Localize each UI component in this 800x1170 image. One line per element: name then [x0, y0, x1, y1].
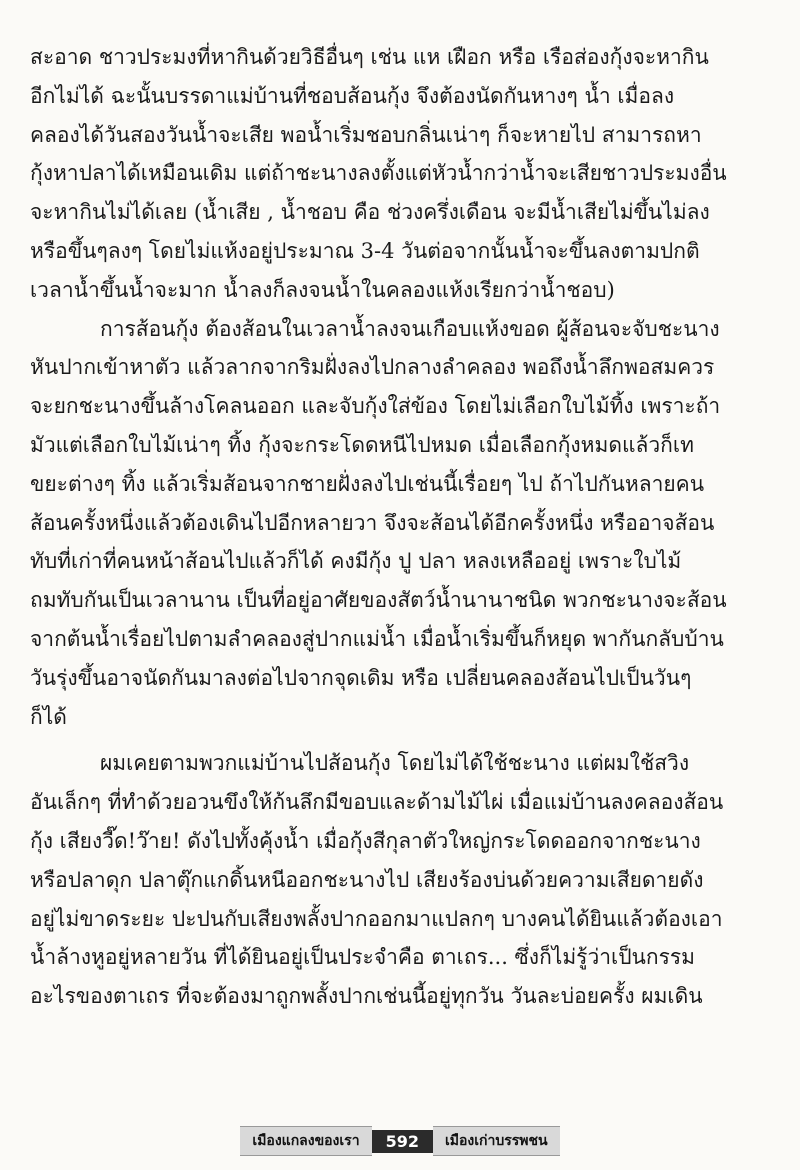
text-line: จากต้นน้ำเรื่อยไปตามลำคลองสู่ปากแม่น้ำ เมื่อน้ำเริ่มขึ้นก็หยุด พากันกลับบ้าน — [30, 626, 724, 651]
text-line: หันปากเข้าหาตัว แล้วลากจากริมฝั่งลงไปกลางลำคลอง พอถึงน้ำลึกพอสมควร — [30, 355, 715, 380]
text-line: อีกไม่ได้ ฉะนั้นบรรดาแม่บ้านที่ชอบส้อนกุ้ง จึงต้องนัดกันหางๆ น้ำ เมื่อลง — [30, 83, 675, 108]
text-line: ถมทับกันเป็นเวลานาน เป็นที่อยู่อาศัยของสัตว์น้ำนานาชนิด พวกชะนางจะส้อน — [30, 588, 727, 613]
text-line: จะยกชะนางขึ้นล้างโคลนออก และจับกุ้งใส่ข้อง โดยไม่เลือกใบไม้ทิ้ง เพราะถ้า — [30, 394, 721, 419]
paragraph-2 — [30, 310, 772, 737]
text-line: เวลาน้ำขึ้นน้ำจะมาก น้ำลงก็ลงจนน้ำในคลองแห้งเรียกว่าน้ำชอบ) — [30, 277, 615, 302]
page-number: 592 — [372, 1130, 433, 1153]
text-line: ขยะต่างๆ ทิ้ง แล้วเริ่มส้อนจากชายฝั่งลงไปเช่นนี้เรื่อยๆ ไป ถ้าไปกันหลายคน — [30, 471, 705, 496]
body-text — [30, 38, 772, 1016]
text-line: ก็ได้ — [30, 704, 67, 729]
text-line: ส้อนครั้งหนึ่งแล้วต้องเดินไปอีกหลายวา จึงจะส้อนได้อีกครั้งหนึ่ง หรืออาจส้อน — [30, 510, 715, 535]
text-line: หรือปลาดุก ปลาตุ๊กแกดิ้นหนีออกชะนางไป เสียงร้องบ่นด้วยความเสียดายดัง — [30, 867, 704, 892]
text-line: อะไรของตาเถร ที่จะต้องมาถูกพลั้งปากเช่นนี้อยู่ทุกวัน วันละบ่อยครั้ง ผมเดิน — [30, 984, 703, 1009]
text-line: สะอาด ชาวประมงที่หากินด้วยวิธีอื่นๆ เช่น แห เฝือก หรือ เรือส่องกุ้งจะหากิน — [30, 45, 709, 69]
footer-right-label: เมืองเก่าบรรพชน — [433, 1126, 560, 1156]
page-footer — [0, 1126, 800, 1156]
text-line: มัวแต่เลือกใบไม้เน่าๆ ทิ้ง กุ้งจะกระโดดหนีไปหมด เมื่อเลือกกุ้งหมดแล้วก็เท — [30, 432, 694, 457]
text-line: วันรุ่งขึ้นอาจนัดกันมาลงต่อไปจากจุดเดิม หรือ เปลี่ยนคลองส้อนไปเป็นวันๆ — [30, 665, 692, 690]
text-line: ทับที่เก่าที่คนหน้าส้อนไปแล้วก็ได้ คงมีกุ้ง ปู ปลา หลงเหลืออยู่ เพราะใบไม้ — [30, 549, 682, 574]
text-line: กุ้ง เสียงวี๊ด!ว๊าย! ดังไปทั้งคุ้งน้ำ เมื่อกุ้งสีกุลาตัวใหญ่กระโดดออกจากชะนาง — [30, 828, 701, 853]
text-line: หรือขึ้นๆลงๆ โดยไม่แห้งอยู่ประมาณ 3-4 วันต่อจากนั้นน้ำจะขึ้นลงตามปกติ — [30, 238, 700, 263]
text-line: อันเล็กๆ ที่ทำด้วยอวนขึงให้ก้นลึกมีขอบและด้ามไม้ไผ่ เมื่อแม่บ้านลงคลองส้อน — [30, 790, 724, 815]
paragraph-1 — [30, 38, 772, 310]
text-line: อยู่ไม่ขาดระยะ ปะปนกับเสียงพลั้งปากออกมาแปลกๆ บางคนได้ยินแล้วต้องเอา — [30, 906, 723, 931]
text-line: การส้อนกุ้ง ต้องส้อนในเวลาน้ำลงจนเกือบแห้งขอด ผู้ส้อนจะจับชะนาง — [100, 316, 720, 341]
text-line: จะหากินไม่ได้เลย (น้ำเสีย , น้ำชอบ คือ ช่วงครึ่งเดือน จะมีน้ำเสียไม่ขึ้นไม่ลง — [30, 200, 710, 225]
text-line: คลองได้วันสองวันน้ำจะเสีย พอน้ำเริ่มชอบกลิ่นเน่าๆ ก็จะหายไป สามารถหา — [30, 122, 702, 147]
text-line: น้ำล้างหูอยู่หลายวัน ที่ได้ยินอยู่เป็นประจำคือ ตาเถร... ซึ่งก็ไม่รู้ว่าเป็นกรรม — [30, 945, 696, 970]
text-line: กุ้งหาปลาได้เหมือนเดิม แต่ถ้าชะนางลงตั้งแต่หัวน้ำกว่าน้ำจะเสียชาวประมงอื่น — [30, 161, 727, 186]
footer-left-label: เมืองแกลงของเรา — [240, 1126, 371, 1156]
paragraph-3 — [30, 744, 772, 1016]
text-line: ผมเคยตามพวกแม่บ้านไปส้อนกุ้ง โดยไม่ได้ใช้ชะนาง แต่ผมใช้สวิง — [100, 751, 690, 776]
